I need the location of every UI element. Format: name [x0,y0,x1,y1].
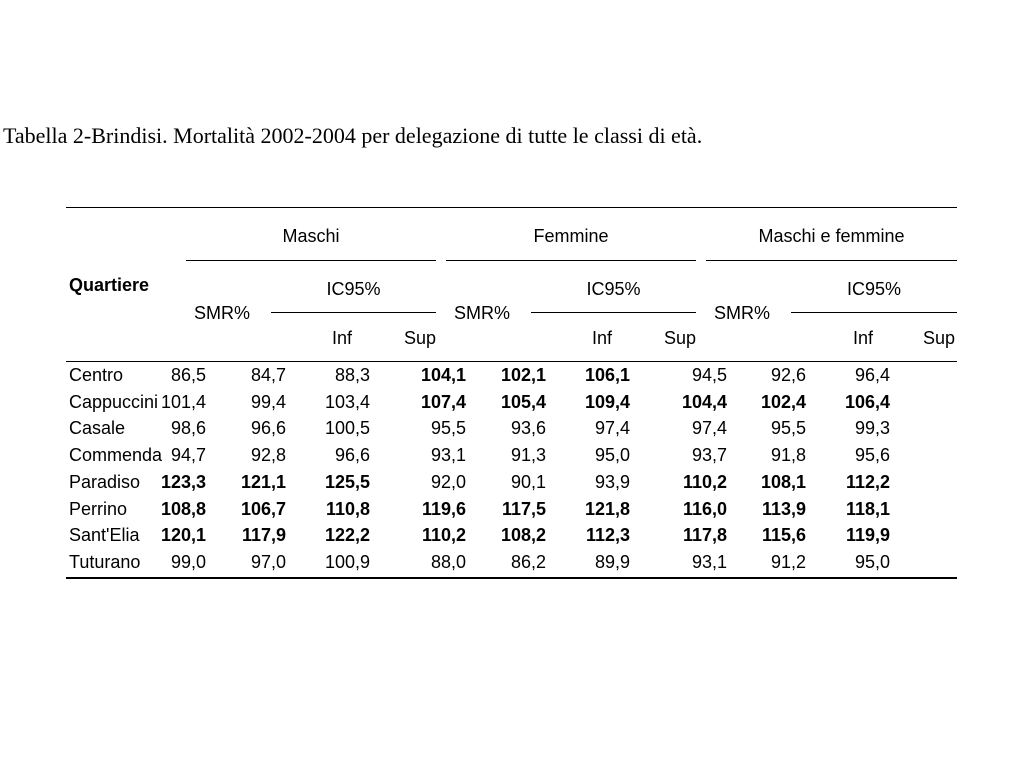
table-cell: 110,2 [421,525,466,546]
smr-header-totale: SMR% [714,303,771,323]
table-cell: 93,9 [594,471,630,492]
table-cell: 94,5 [691,365,727,385]
row-label: Sant'Elia [69,525,140,546]
table-cell: 108,8 [160,498,206,519]
table-cell: 110,8 [325,498,370,519]
table-cell: 92,0 [430,471,466,492]
table-cell: 108,2 [500,525,546,546]
table-cell: 95,0 [594,445,630,466]
table-cell: 102,1 [500,365,546,385]
row-label: Commenda [69,445,163,466]
table-row [66,391,957,418]
table-cell: 104,4 [681,391,727,412]
table-row [66,524,957,551]
table-cell: 92,6 [770,365,806,385]
inf-header-maschi: Inf [331,328,352,348]
table-cell: 94,7 [170,445,206,466]
top-rule [66,207,957,208]
table-cell: 121,8 [584,498,630,519]
table-cell: 117,8 [682,525,727,546]
sup-header-maschi: Sup [403,328,436,348]
table-cell: 97,4 [594,418,630,439]
table-cell: 95,5 [430,418,466,439]
group-rule-maschi [186,260,436,261]
table-cell: 93,1 [691,551,727,572]
table-cell: 99,4 [250,391,286,412]
table-cell: 93,1 [430,445,466,466]
mortality-table [66,207,957,579]
table-cell: 99,0 [170,551,206,572]
table-cell: 119,6 [421,498,466,519]
row-label: Centro [69,365,124,385]
header-bottom-rule [66,361,957,362]
table-cell: 104,1 [420,365,466,385]
table-cell: 106,1 [584,365,630,385]
group-rule-femmine [446,260,696,261]
table-row [66,417,957,444]
table-cell: 107,4 [420,391,466,412]
table-cell: 109,4 [584,391,630,412]
table-cell: 89,9 [594,551,630,572]
ic-rule-femmine [531,312,696,313]
smr-header-femmine: SMR% [454,303,511,323]
table-cell: 88,3 [334,365,370,385]
table-row [66,471,957,498]
inf-header-totale: Inf [852,328,873,348]
table-cell: 84,7 [250,365,286,385]
table-cell: 108,1 [760,471,806,492]
table-cell: 103,4 [324,391,370,412]
table-cell: 106,4 [844,391,890,412]
table-row [66,364,957,391]
table-cell: 119,9 [845,525,890,546]
table-cell: 98,6 [170,418,206,439]
table-cell: 97,0 [250,551,286,572]
table-cell: 100,9 [324,551,370,572]
table-cell: 125,5 [324,471,370,492]
table-cell: 92,8 [250,445,286,466]
table-cell: 95,0 [854,551,890,572]
table-cell: 106,7 [240,498,286,519]
table-cell: 86,5 [170,365,206,385]
row-label: Casale [69,418,126,439]
table-cell: 113,9 [761,498,806,519]
table-cell: 91,8 [770,445,806,466]
table-cell: 95,6 [854,445,890,466]
table-cell: 116,0 [682,498,727,519]
table-cell: 105,4 [500,391,546,412]
table-row [66,551,957,578]
ic-header-maschi: IC95% [326,279,381,299]
row-label: Paradiso [69,471,141,492]
table-cell: 95,5 [770,418,806,439]
table-cell: 117,5 [501,498,546,519]
table-cell: 100,5 [324,418,370,439]
row-label: Perrino [69,498,128,519]
table-cell: 91,3 [510,445,546,466]
table-cell: 112,2 [845,471,890,492]
group-header-maschi: Maschi [282,226,340,246]
table-cell: 117,9 [241,525,286,546]
table-cell: 120,1 [160,525,206,546]
row-label: Cappuccini [69,391,159,412]
table-cell: 121,1 [240,471,286,492]
table-row [66,444,957,471]
table-cell: 96,6 [334,445,370,466]
table-cell: 115,6 [761,525,806,546]
ic-rule-totale [791,312,957,313]
row-label: Tuturano [69,551,141,572]
ic-header-totale: IC95% [846,279,902,299]
table-cell: 123,3 [160,471,206,492]
table-cell: 101,4 [160,391,206,412]
table-cell: 118,1 [845,498,890,519]
sup-header-totale: Sup [922,328,955,348]
quartiere-header: Quartiere [69,275,150,295]
table-caption: Tabella 2-Brindisi. Mortalità 2002-2004 per delegazione di tutte le classi di età. [3,123,703,148]
table-cell: 99,3 [854,418,890,439]
table-cell: 93,7 [691,445,727,466]
table-cell: 86,2 [510,551,546,572]
table-cell: 110,2 [682,471,727,492]
ic-header-femmine: IC95% [586,279,641,299]
group-rule-totale [706,260,957,261]
table-cell: 112,3 [585,525,630,546]
table-cell: 97,4 [691,418,727,439]
table-cell: 93,6 [510,418,546,439]
table-cell: 122,2 [324,525,370,546]
inf-header-femmine: Inf [591,328,612,348]
group-header-totale: Maschi e femmine [758,226,905,246]
table-cell: 102,4 [760,391,806,412]
table-cell: 88,0 [430,551,466,572]
table-cell: 91,2 [770,551,806,572]
ic-rule-maschi [271,312,436,313]
table-cell: 96,6 [250,418,286,439]
table-row [66,498,957,525]
sup-header-femmine: Sup [663,328,696,348]
smr-header-maschi: SMR% [194,303,251,323]
table-cell: 96,4 [854,365,890,385]
table-cell: 90,1 [510,471,546,492]
group-header-femmine: Femmine [533,226,609,246]
